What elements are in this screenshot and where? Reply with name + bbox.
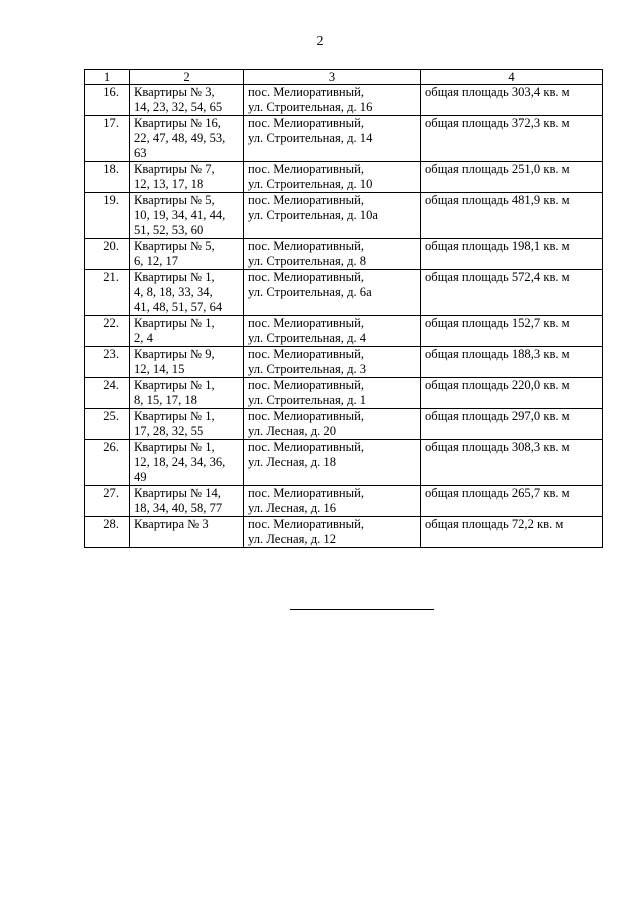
area-cell: общая площадь 372,3 кв. м: [421, 116, 603, 162]
apartments-cell: Квартиры № 9, 12, 14, 15: [130, 347, 244, 378]
row-number-cell: 25.: [85, 409, 130, 440]
table-row: [85, 162, 603, 193]
column-header: 1: [85, 70, 130, 85]
apartments-cell: Квартиры № 5, 10, 19, 34, 41, 44, 51, 52, 53, 60: [130, 193, 244, 239]
apartments-cell: Квартиры № 7, 12, 13, 17, 18: [130, 162, 244, 193]
table-row: [85, 440, 603, 486]
address-cell: пос. Мелиоративный, ул. Строительная, д. 3: [244, 347, 421, 378]
address-cell: пос. Мелиоративный, ул. Строительная, д. 14: [244, 116, 421, 162]
area-cell: общая площадь 265,7 кв. м: [421, 486, 603, 517]
property-table: [84, 69, 603, 548]
area-cell: общая площадь 251,0 кв. м: [421, 162, 603, 193]
area-cell: общая площадь 303,4 кв. м: [421, 85, 603, 116]
column-header: 2: [130, 70, 244, 85]
area-cell: общая площадь 198,1 кв. м: [421, 239, 603, 270]
apartments-cell: Квартиры № 1, 4, 8, 18, 33, 34, 41, 48, 51, 57, 64: [130, 270, 244, 316]
apartments-cell: Квартира № 3: [130, 517, 244, 548]
table-row: [85, 270, 603, 316]
row-number-cell: 23.: [85, 347, 130, 378]
area-cell: общая площадь 72,2 кв. м: [421, 517, 603, 548]
area-cell: общая площадь 297,0 кв. м: [421, 409, 603, 440]
address-cell: пос. Мелиоративный, ул. Строительная, д. 10: [244, 162, 421, 193]
area-cell: общая площадь 220,0 кв. м: [421, 378, 603, 409]
area-cell: общая площадь 572,4 кв. м: [421, 270, 603, 316]
table-row: [85, 517, 603, 548]
page-number: 2: [316, 34, 324, 49]
address-cell: пос. Мелиоративный, ул. Лесная, д. 12: [244, 517, 421, 548]
row-number-cell: 18.: [85, 162, 130, 193]
row-number-cell: 21.: [85, 270, 130, 316]
apartments-cell: Квартиры № 1, 12, 18, 24, 34, 36, 49: [130, 440, 244, 486]
row-number-cell: 17.: [85, 116, 130, 162]
table-row: [85, 409, 603, 440]
table-header-row: [85, 70, 603, 85]
table-row: [85, 486, 603, 517]
area-cell: общая площадь 481,9 кв. м: [421, 193, 603, 239]
row-number-cell: 27.: [85, 486, 130, 517]
address-cell: пос. Мелиоративный, ул. Строительная, д. 4: [244, 316, 421, 347]
area-cell: общая площадь 152,7 кв. м: [421, 316, 603, 347]
apartments-cell: Квартиры № 1, 17, 28, 32, 55: [130, 409, 244, 440]
area-cell: общая площадь 308,3 кв. м: [421, 440, 603, 486]
address-cell: пос. Мелиоративный, ул. Строительная, д. 1: [244, 378, 421, 409]
row-number-cell: 20.: [85, 239, 130, 270]
row-number-cell: 24.: [85, 378, 130, 409]
table-row: [85, 378, 603, 409]
column-header: 4: [421, 70, 603, 85]
row-number-cell: 19.: [85, 193, 130, 239]
row-number-cell: 28.: [85, 517, 130, 548]
area-cell: общая площадь 188,3 кв. м: [421, 347, 603, 378]
row-number-cell: 16.: [85, 85, 130, 116]
apartments-cell: Квартиры № 16, 22, 47, 48, 49, 53, 63: [130, 116, 244, 162]
address-cell: пос. Мелиоративный, ул. Строительная, д. 16: [244, 85, 421, 116]
table-row: [85, 193, 603, 239]
table-row: [85, 347, 603, 378]
address-cell: пос. Мелиоративный, ул. Лесная, д. 20: [244, 409, 421, 440]
table-row: [85, 116, 603, 162]
apartments-cell: Квартиры № 14, 18, 34, 40, 58, 77: [130, 486, 244, 517]
table-row: [85, 239, 603, 270]
address-cell: пос. Мелиоративный, ул. Лесная, д. 18: [244, 440, 421, 486]
apartments-cell: Квартиры № 3, 14, 23, 32, 54, 65: [130, 85, 244, 116]
table-row: [85, 85, 603, 116]
apartments-cell: Квартиры № 1, 8, 15, 17, 18: [130, 378, 244, 409]
address-cell: пос. Мелиоративный, ул. Строительная, д. 8: [244, 239, 421, 270]
row-number-cell: 22.: [85, 316, 130, 347]
address-cell: пос. Мелиоративный, ул. Строительная, д. 6а: [244, 270, 421, 316]
signature-divider: [290, 609, 434, 610]
apartments-cell: Квартиры № 5, 6, 12, 17: [130, 239, 244, 270]
row-number-cell: 26.: [85, 440, 130, 486]
apartments-cell: Квартиры № 1, 2, 4: [130, 316, 244, 347]
address-cell: пос. Мелиоративный, ул. Строительная, д. 10а: [244, 193, 421, 239]
column-header: 3: [244, 70, 421, 85]
table-row: [85, 316, 603, 347]
address-cell: пос. Мелиоративный, ул. Лесная, д. 16: [244, 486, 421, 517]
